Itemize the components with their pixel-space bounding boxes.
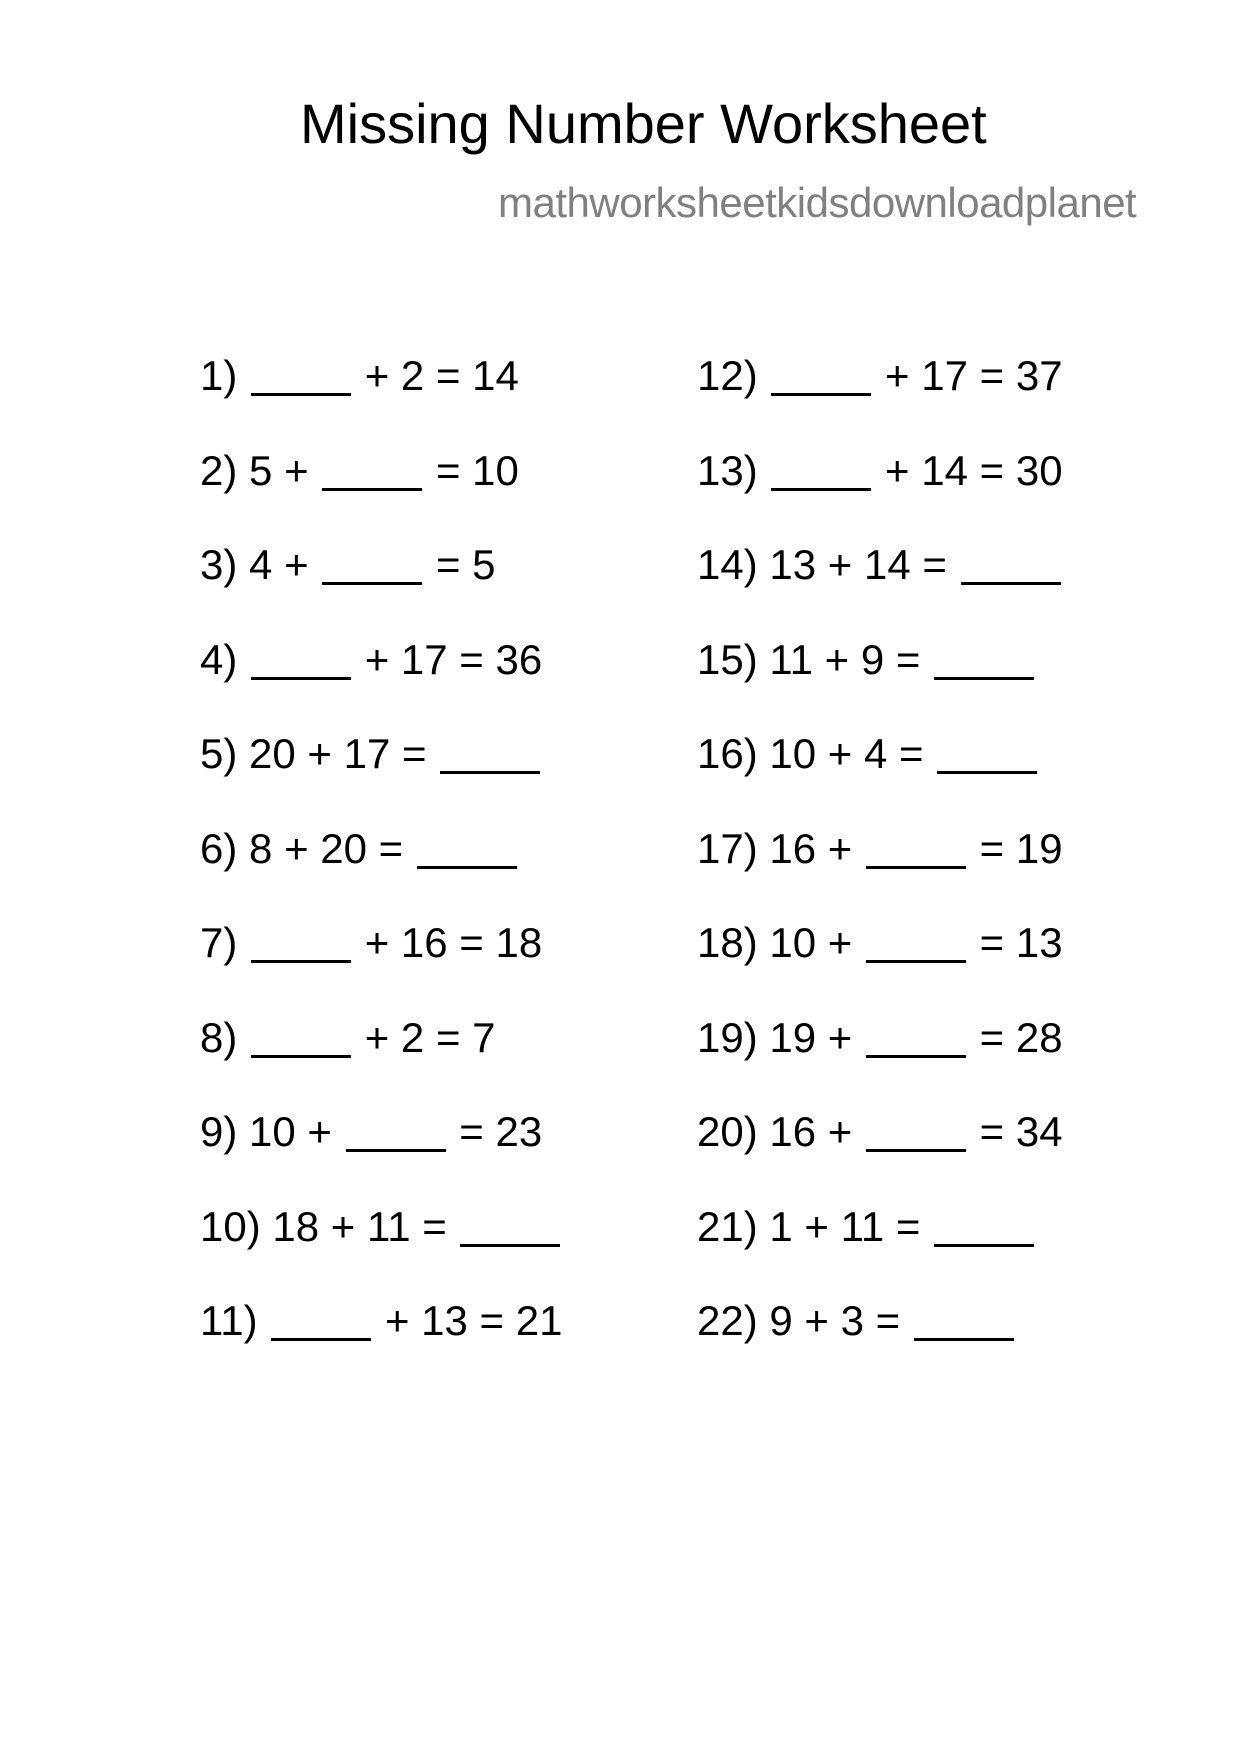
operand-a: 11 xyxy=(769,636,813,683)
result: 37 xyxy=(1015,352,1063,399)
result: 28 xyxy=(1015,1014,1063,1061)
problem-number: 3) xyxy=(200,541,238,588)
answer-blank[interactable] xyxy=(937,737,1037,774)
problem-22 xyxy=(697,1297,1016,1344)
operand-a: 8 xyxy=(249,825,273,872)
result: 18 xyxy=(495,919,543,966)
operand-a: 4 xyxy=(249,541,273,588)
operand-b: 4 xyxy=(863,730,888,777)
operator: + xyxy=(827,825,853,872)
operator: + xyxy=(284,541,309,588)
operator: + xyxy=(384,1297,410,1344)
operator: + xyxy=(885,447,910,494)
operand-b: 11 xyxy=(366,1203,411,1250)
problem-16 xyxy=(697,730,1039,777)
operator: + xyxy=(885,352,910,399)
equals-sign: = xyxy=(979,447,1005,494)
problem-number: 5) xyxy=(200,730,238,777)
problem-14 xyxy=(697,541,1063,588)
equals-sign: = xyxy=(979,1108,1005,1155)
problem-13 xyxy=(697,447,1063,494)
operand-b: 3 xyxy=(840,1297,864,1344)
operand-b: 11 xyxy=(840,1203,885,1250)
operand-b: 14 xyxy=(863,541,911,588)
problem-number: 13) xyxy=(697,447,758,494)
worksheet-title: Missing Number Worksheet xyxy=(300,92,987,155)
problem-number: 21) xyxy=(697,1203,758,1250)
operand-b: 20 xyxy=(320,825,367,872)
answer-blank[interactable] xyxy=(961,548,1061,585)
problem-4 xyxy=(200,636,543,683)
operand-a: 16 xyxy=(769,825,817,872)
equals-sign: = xyxy=(922,541,947,588)
equals-sign: = xyxy=(459,636,484,683)
equals-sign: = xyxy=(402,730,427,777)
answer-blank[interactable] xyxy=(251,359,351,396)
operator: + xyxy=(364,352,390,399)
equals-sign: = xyxy=(435,447,461,494)
operand-a: 13 xyxy=(769,541,817,588)
answer-blank[interactable] xyxy=(771,359,871,396)
operator: + xyxy=(827,919,853,966)
equals-sign: = xyxy=(435,352,461,399)
problem-number: 17) xyxy=(697,825,758,872)
result: 13 xyxy=(1015,919,1063,966)
result: 30 xyxy=(1015,447,1063,494)
problem-3 xyxy=(200,541,496,588)
operand-a: 10 xyxy=(769,730,817,777)
problem-number: 8) xyxy=(200,1014,238,1061)
equals-sign: = xyxy=(899,730,924,777)
problem-number: 18) xyxy=(697,919,758,966)
answer-blank[interactable] xyxy=(866,832,966,869)
problem-number: 12) xyxy=(697,352,758,399)
problem-number: 14) xyxy=(697,541,758,588)
operand-b: 17 xyxy=(921,352,968,399)
operand-b: 2 xyxy=(400,352,425,399)
result: 19 xyxy=(1015,825,1063,872)
result: 14 xyxy=(472,352,519,399)
equals-sign: = xyxy=(422,1203,447,1250)
problem-18 xyxy=(697,919,1063,966)
result: 7 xyxy=(472,1014,496,1061)
result: 34 xyxy=(1015,1108,1063,1155)
operand-b: 17 xyxy=(343,730,391,777)
equals-sign: = xyxy=(435,541,461,588)
problem-21 xyxy=(697,1203,1036,1250)
problem-number: 11) xyxy=(200,1297,258,1344)
problem-7 xyxy=(200,919,543,966)
problem-number: 2) xyxy=(200,447,238,494)
answer-blank[interactable] xyxy=(866,1115,966,1152)
operator: + xyxy=(804,1203,829,1250)
operator: + xyxy=(364,919,390,966)
equals-sign: = xyxy=(479,1297,505,1344)
operand-a: 9 xyxy=(769,1297,793,1344)
operator: + xyxy=(824,636,850,683)
problem-10 xyxy=(200,1203,562,1250)
problem-number: 22) xyxy=(697,1297,758,1344)
equals-sign: = xyxy=(378,825,404,872)
equals-sign: = xyxy=(435,1014,461,1061)
equals-sign: = xyxy=(979,352,1005,399)
operator: + xyxy=(284,447,309,494)
problem-number: 7) xyxy=(200,919,238,966)
result: 10 xyxy=(472,447,519,494)
operator: + xyxy=(307,730,332,777)
result: 5 xyxy=(472,541,496,588)
problem-number: 15) xyxy=(697,636,758,683)
problem-number: 16) xyxy=(697,730,758,777)
operand-b: 14 xyxy=(921,447,968,494)
operator: + xyxy=(827,541,853,588)
worksheet-source: mathworksheetkidsdownloadplanet xyxy=(498,179,1137,226)
operand-b: 17 xyxy=(400,636,448,683)
operator: + xyxy=(330,1203,356,1250)
operator: + xyxy=(827,730,853,777)
problem-6 xyxy=(200,825,519,872)
problem-1 xyxy=(200,352,519,399)
operator: + xyxy=(827,1014,853,1061)
answer-blank[interactable] xyxy=(866,1021,966,1058)
problem-17 xyxy=(697,825,1063,872)
equals-sign: = xyxy=(875,1297,901,1344)
problem-20 xyxy=(697,1108,1063,1155)
equals-sign: = xyxy=(979,825,1005,872)
equals-sign: = xyxy=(979,919,1005,966)
operand-a: 5 xyxy=(249,447,273,494)
operator: + xyxy=(364,636,390,683)
problem-number: 20) xyxy=(697,1108,758,1155)
problem-number: 4) xyxy=(200,636,238,683)
operand-a: 18 xyxy=(272,1203,320,1250)
result: 23 xyxy=(495,1108,543,1155)
operator: + xyxy=(804,1297,829,1344)
equals-sign: = xyxy=(979,1014,1005,1061)
equals-sign: = xyxy=(459,919,484,966)
operand-b: 2 xyxy=(400,1014,425,1061)
problem-9 xyxy=(200,1108,543,1155)
answer-blank[interactable] xyxy=(934,643,1034,680)
answer-blank[interactable] xyxy=(251,1021,351,1058)
problem-2 xyxy=(200,447,519,494)
equals-sign: = xyxy=(895,636,921,683)
answer-blank[interactable] xyxy=(417,832,517,869)
answer-blank[interactable] xyxy=(271,1304,371,1341)
problem-number: 19) xyxy=(697,1014,758,1061)
operator: + xyxy=(284,825,309,872)
problem-12 xyxy=(697,352,1063,399)
answer-blank[interactable] xyxy=(934,1210,1034,1247)
operand-b: 13 xyxy=(421,1297,468,1344)
problem-number: 9) xyxy=(200,1108,238,1155)
answer-blank[interactable] xyxy=(440,737,540,774)
answer-blank[interactable] xyxy=(322,548,422,585)
answer-blank[interactable] xyxy=(251,643,351,680)
operator: + xyxy=(827,1108,853,1155)
problem-5 xyxy=(200,730,542,777)
operand-a: 20 xyxy=(249,730,296,777)
answer-blank[interactable] xyxy=(322,454,422,491)
operand-a: 10 xyxy=(249,1108,296,1155)
problem-8 xyxy=(200,1014,496,1061)
operand-a: 16 xyxy=(769,1108,817,1155)
answer-blank[interactable] xyxy=(914,1304,1014,1341)
problem-19 xyxy=(697,1014,1063,1061)
problem-number: 6) xyxy=(200,825,238,872)
answer-blank[interactable] xyxy=(460,1210,560,1247)
problem-number: 10) xyxy=(200,1203,261,1250)
answer-blank[interactable] xyxy=(251,926,351,963)
result: 36 xyxy=(495,636,543,683)
operand-a: 1 xyxy=(769,1203,793,1250)
problem-number: 1) xyxy=(200,352,238,399)
answer-blank[interactable] xyxy=(771,454,871,491)
operator: + xyxy=(307,1108,332,1155)
answer-blank[interactable] xyxy=(866,926,966,963)
answer-blank[interactable] xyxy=(346,1115,446,1152)
problem-15 xyxy=(697,636,1036,683)
operator: + xyxy=(364,1014,390,1061)
operand-a: 19 xyxy=(769,1014,817,1061)
equals-sign: = xyxy=(895,1203,921,1250)
result: 21 xyxy=(515,1297,563,1344)
operand-a: 10 xyxy=(769,919,817,966)
operand-b: 9 xyxy=(860,636,885,683)
equals-sign: = xyxy=(459,1108,484,1155)
problem-11 xyxy=(200,1297,563,1344)
operand-b: 16 xyxy=(400,919,448,966)
